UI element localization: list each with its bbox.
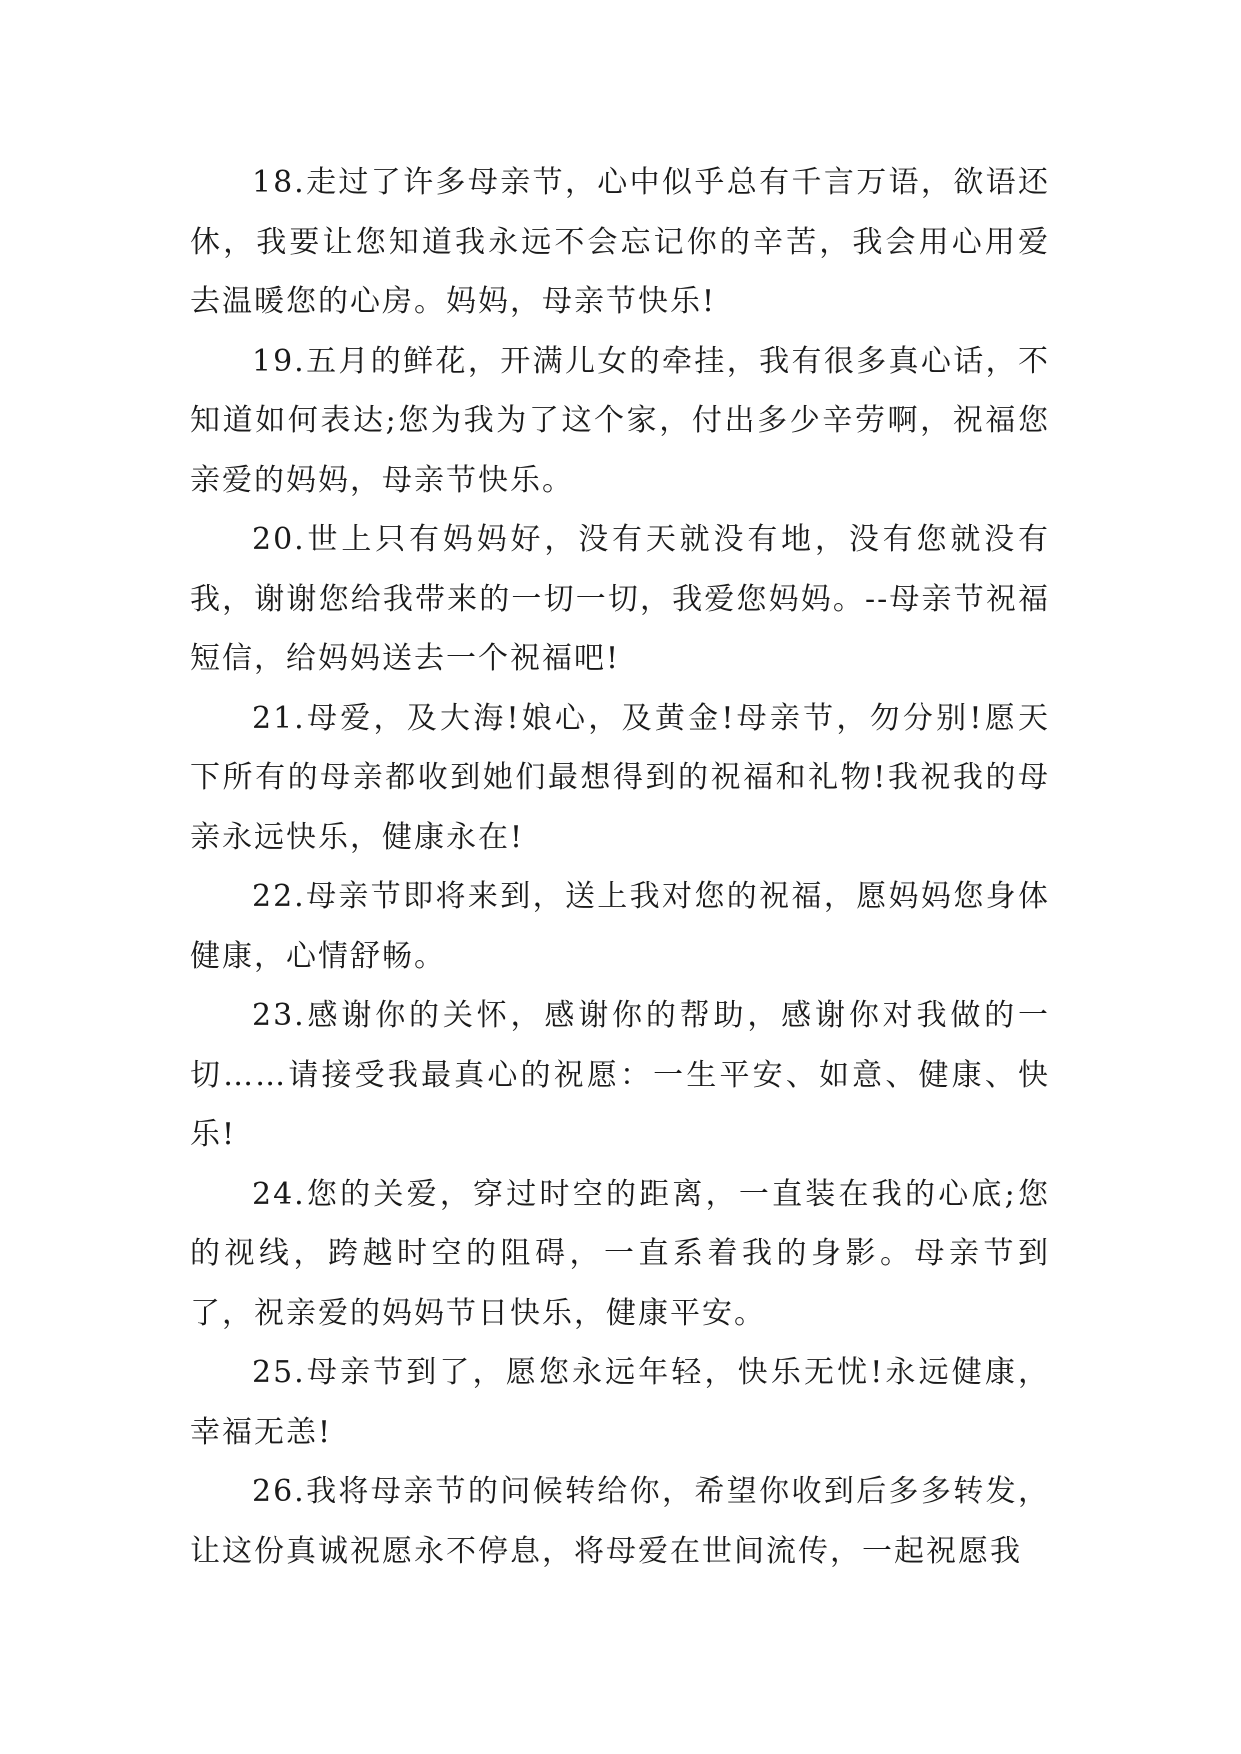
- paragraph-24: 24.您的关爱，穿过时空的距离，一直装在我的心底;您的视线，跨越时空的阻碍，一直系着我的身影。母亲节到了，祝亲爱的妈妈节日快乐，健康平安。: [190, 1176, 1050, 1331]
- paragraph-20: 20.世上只有妈妈好，没有天就没有地，没有您就没有我，谢谢您给我带来的一切一切，我爱您妈妈。--母亲节祝福短信，给妈妈送去一个祝福吧!: [190, 522, 1050, 676]
- paragraph-19: 19.五月的鲜花，开满儿女的牵挂，我有很多真心话，不知道如何表达;您为我为了这个家，付出多少辛劳啊，祝福您亲爱的妈妈，母亲节快乐。: [190, 343, 1050, 498]
- paragraph-18: 18.走过了许多母亲节，心中似乎总有千言万语，欲语还休，我要让您知道我永远不会忘记你的辛苦，我会用心用爱去温暖您的心房。妈妈，母亲节快乐!: [190, 165, 1050, 319]
- paragraph-22: 22.母亲节即将来到，送上我对您的祝福，愿妈妈您身体健康，心情舒畅。: [190, 879, 1050, 974]
- paragraph-21: 21.母爱，及大海!娘心，及黄金!母亲节，勿分别!愿天下所有的母亲都收到她们最想得到的祝福和礼物!我祝我的母亲永远快乐，健康永在!: [190, 700, 1050, 855]
- paragraph-26: 26.我将母亲节的问候转给你，希望你收到后多多转发，让这份真诚祝愿永不停息，将母爱在世间流传，一起祝愿我: [190, 1474, 1050, 1569]
- paragraph-25: 25.母亲节到了，愿您永远年轻，快乐无忧!永远健康，幸福无恙!: [190, 1355, 1050, 1450]
- document-body: [190, 153, 1050, 1581]
- paragraph-23: 23.感谢你的关怀，感谢你的帮助，感谢你对我做的一切……请接受我最真心的祝愿：一生平安、如意、健康、快乐!: [190, 998, 1050, 1152]
